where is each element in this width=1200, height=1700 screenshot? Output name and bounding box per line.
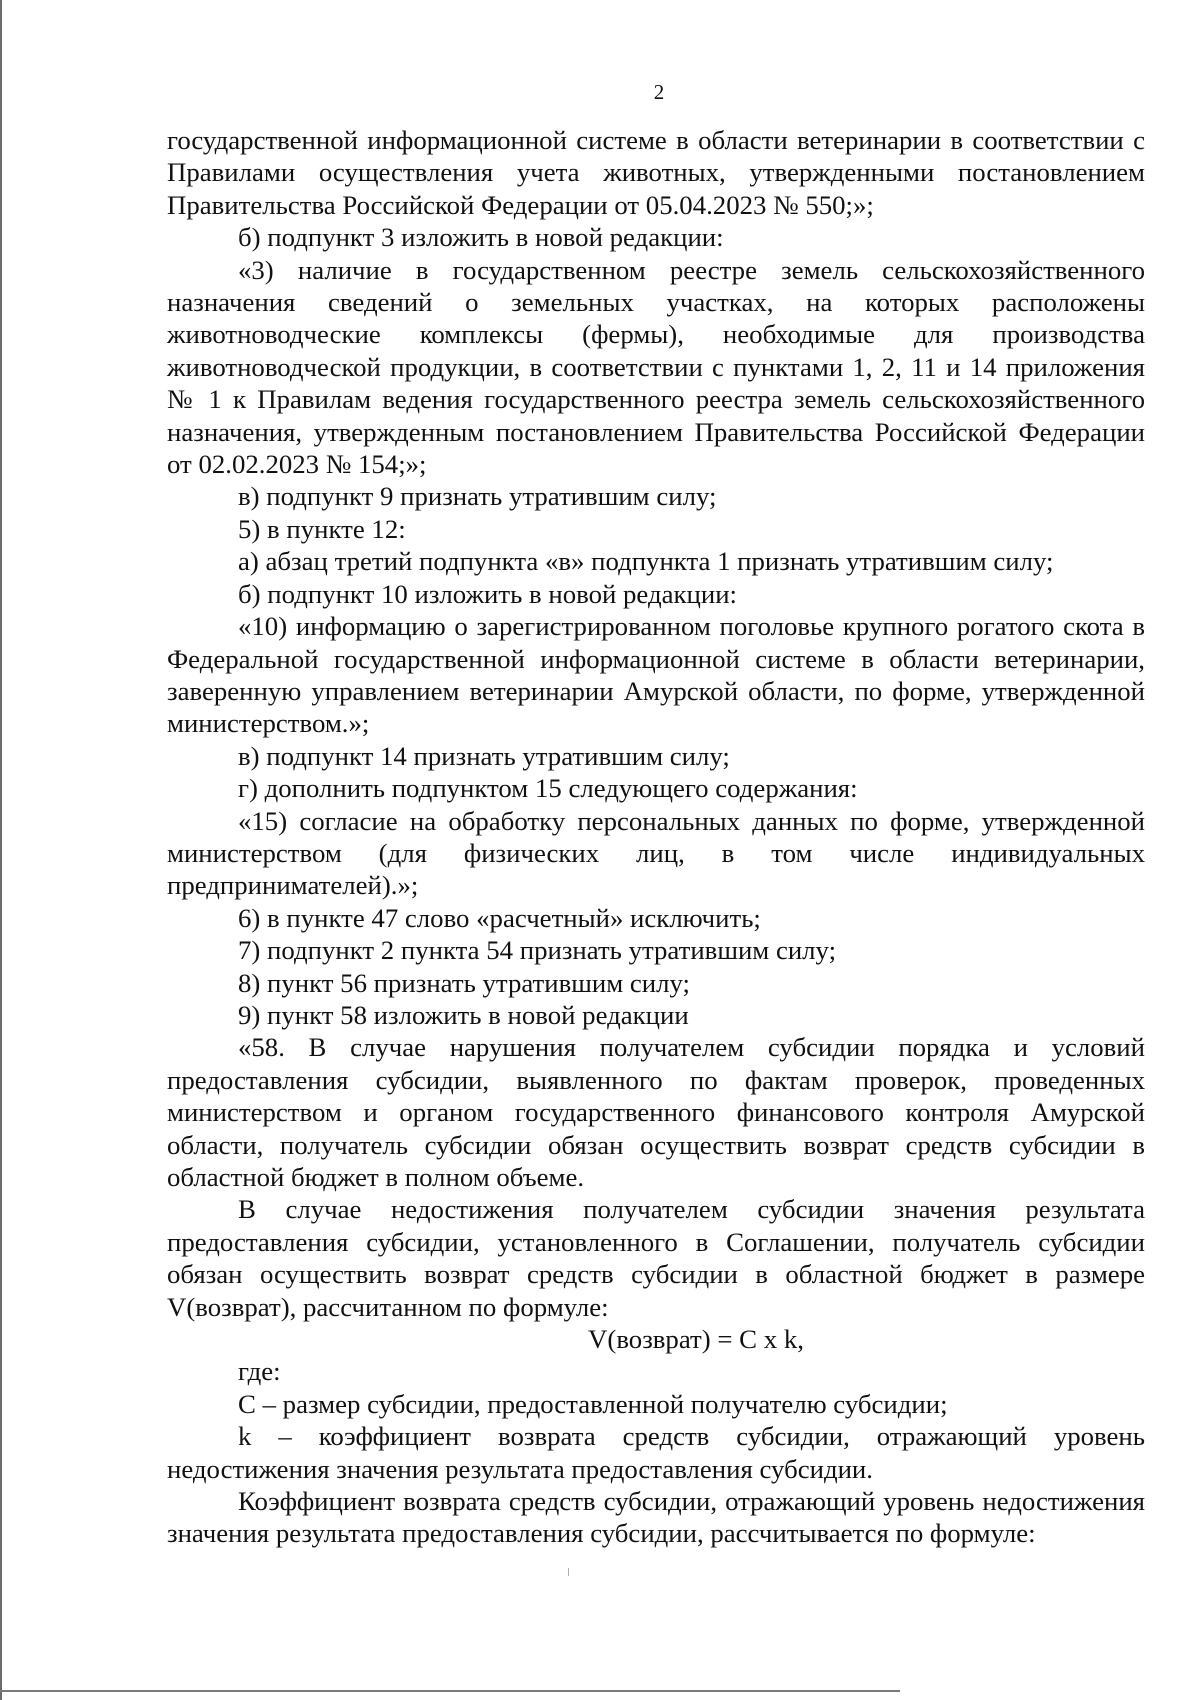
paragraph-continuation: государственной информационной системе в области ветеринарии в соответствии с Правилами осуществления учета животных, утвержденными постановлением Правительства Российской Федерации от 05.04.2023 № 550;»; [167,125,1145,220]
scan-left-edge [0,0,2,1700]
paragraph-item-7: 7) подпункт 2 пункта 54 признать утратившим силу; [238,935,837,966]
paragraph-subitem-v-9: в) подпункт 9 признать утратившим силу; [238,481,717,512]
paragraph-subitem-b-3: б) подпункт 3 изложить в новой редакции: [238,222,724,253]
paragraph-quote-15: «15) согласие на обработку персональных данных по форме, утвержденной министерством (для физических лиц, в том числе индивидуальных предпринимателей).»; [167,805,1145,901]
paragraph-quote-3: «3) наличие в государственном реестре земель сельскохозяйственного назначения сведений о земельных участках, на которых расположены животноводческие комплексы (фермы), необходимые для производства животноводческой продукции, в соответствии с пунктами 1, 2, 11 и 14 приложения № 1 к Правилам ведения государственного реестра земель сельскохозяйственного назначения, утвержденным постановлением Правительства Российской Федерации от 02.02.2023 № 154;»; [167,254,1145,480]
paragraph-subitem-g-15: г) дополнить подпунктом 15 следующего содержания: [238,773,858,804]
paragraph-where: где: [238,1356,281,1387]
scan-bottom-rule [0,1690,900,1692]
paragraph-def-k: k – коэффициент возврата средств субсидии, отражающий уровень недостижения значения результата предоставления субсидии. [167,1421,1145,1484]
paragraph-subitem-v-14: в) подпункт 14 признать утратившим силу; [238,740,730,771]
paragraph-quote-58: «58. В случае нарушения получателем субсидии порядка и условий предоставления субсидии, выявленного по фактам проверок, проведенных министерством и органом государственного финансового контроля Амурской области, получатель субсидии обязан осуществить возврат средств субсидии в областной бюджет в полном объеме. [167,1032,1145,1192]
paragraph-subitem-a: а) абзац третий подпункта «в» подпункта 1 признать утратившим силу; [238,546,1054,577]
formula-v-return: V(возврат) = C x k, [588,1324,804,1355]
paragraph-item-9: 9) пункт 58 изложить в новой редакции [238,999,689,1030]
paragraph-item-6: 6) в пункте 47 слово «расчетный» исключить; [238,902,761,933]
paragraph-non-achievement: В случае недостижения получателем субсидии значения результата предоставления субсидии, установленного в Соглашении, получатель субсидии обязан осуществить возврат средств субсидии в областной бюджет в размере V(возврат), рассчитанном по формуле: [167,1194,1145,1322]
paragraph-coefficient: Коэффициент возврата средств субсидии, отражающий уровень недостижения значения результата предоставления субсидии, рассчитывается по формуле: [167,1486,1145,1549]
paragraph-item-5: 5) в пункте 12: [238,513,406,544]
paragraph-subitem-b-10: б) подпункт 10 изложить в новой редакции: [238,578,737,609]
paragraph-quote-10: «10) информацию о зарегистрированном поголовье крупного рогатого скота в Федеральной государственной информационной системе в области ветеринарии, заверенную управлением ветеринарии Амурской области, по форме, утвержденной министерством.»; [167,611,1145,739]
paragraph-item-8: 8) пункт 56 признать утратившим силу; [238,967,690,998]
page-number: 2 [653,80,665,104]
scan-speck [568,1568,569,1576]
document-body [167,124,1145,1550]
paragraph-def-c: C – размер субсидии, предоставленной получателю субсидии; [238,1388,948,1419]
